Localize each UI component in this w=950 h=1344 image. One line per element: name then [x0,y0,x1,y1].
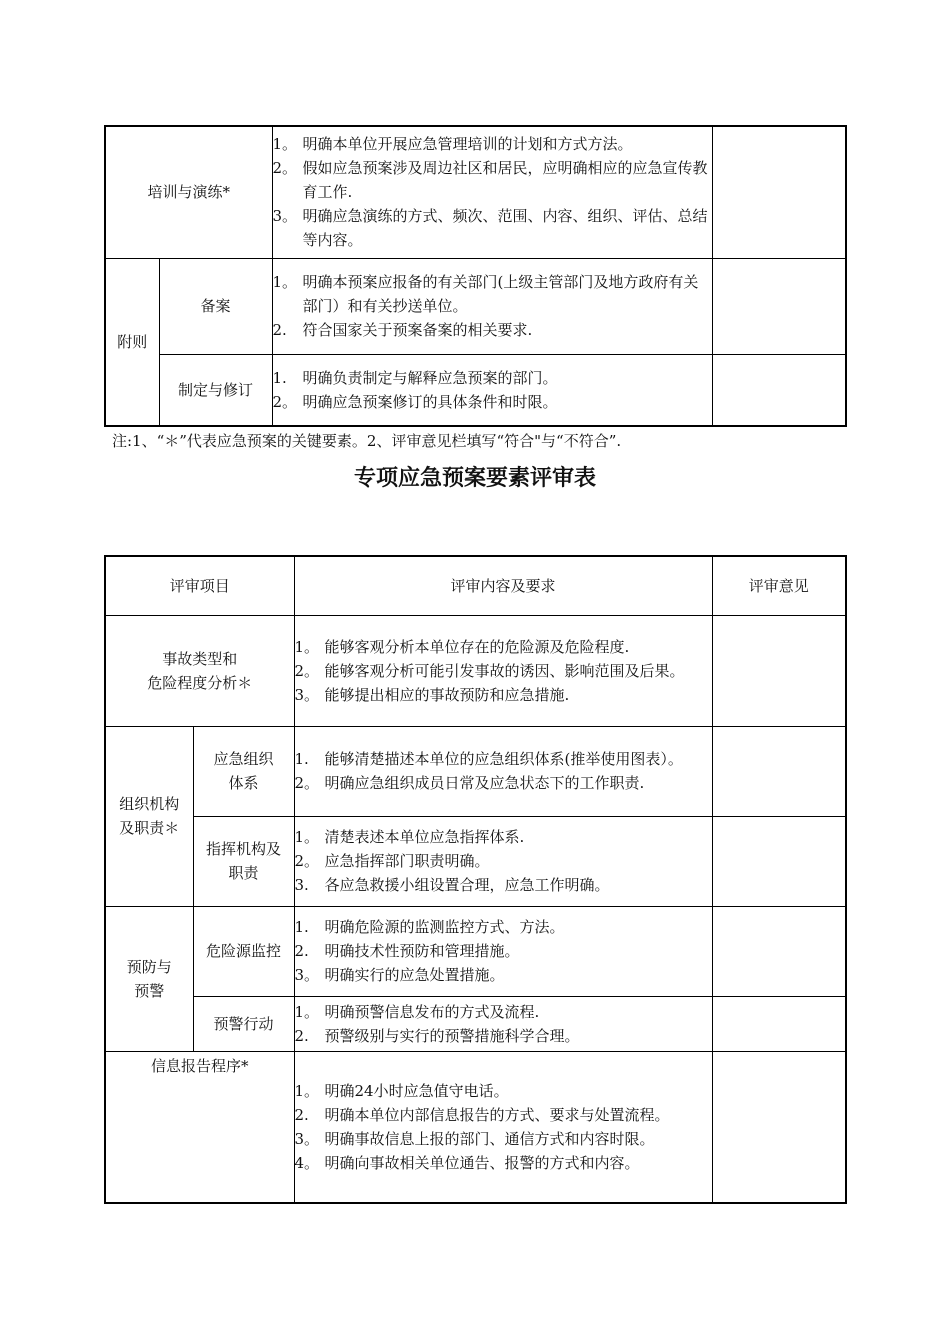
opinion-cell[interactable] [712,726,846,816]
list-item-text: 明确应急演练的方式、频次、范围、内容、组织、评估、总结等内容。 [302,207,708,250]
org-sys-content [294,726,712,816]
list-item-text: 明确本单位开展应急管理培训的计划和方式方法。 [302,135,633,154]
list-item-text: 明确负责制定与解释应急预案的部门。 [302,368,558,387]
list-item-text: 能够客观分析本单位存在的危险源及危险程度. [324,637,630,656]
list-item-text: 明确实行的应急处置措施。 [324,966,505,984]
list-item [273,156,712,204]
opinion-cell[interactable] [712,1051,846,1203]
filing-content [272,258,712,354]
list-item-text: 明确应急预案修订的具体条件和时限。 [302,392,558,411]
list-item [295,635,712,659]
list-item-text: 明确应急组织成员日常及应急状态下的工作职责. [324,774,645,792]
revise-content [272,354,712,426]
org-label: 组织机构 及职责＊ [105,726,193,906]
warning-label: 预警行动 [193,996,294,1051]
list-item-number: 3。 [272,207,298,226]
list-item-number: 1。 [272,273,298,291]
list-item-text: 能够清楚描述本单位的应急组织体系(推举使用图表）。 [324,750,683,768]
opinion-cell[interactable] [712,258,846,354]
warning-content [294,996,712,1051]
list-item-text: 明确本单位内部信息报告的方式、要求与处置流程。 [324,1105,670,1124]
list-item-number: 2。 [294,774,320,792]
list-item-number: 1。 [272,135,298,154]
general-plan-table-continued [104,125,847,427]
list-item-number: 1。 [294,1002,320,1021]
list-item-number: 3。 [294,685,320,704]
list-item [295,1079,712,1103]
list-item-text: 应急指挥部门职责明确。 [324,852,490,870]
header-row [105,556,846,615]
list-item [273,390,712,414]
filing-label: 备案 [159,258,272,354]
list-item-text: 清楚表述本单位应急指挥体系. [324,828,525,846]
list-item [295,683,712,707]
list-item-number: 2。 [294,852,320,870]
hazard-label: 危险源监控 [193,906,294,996]
opinion-cell[interactable] [712,354,846,426]
opinion-cell[interactable] [712,906,846,996]
opinion-cell[interactable] [712,615,846,726]
table-row [105,816,846,906]
list-item-number: 3。 [294,1129,320,1148]
list-item [273,132,712,156]
list-item-number: 1. [272,368,287,387]
list-item [273,204,712,252]
list-item-number: 3。 [294,966,320,984]
list-item [273,366,712,390]
list-item-number: 3. [294,876,309,894]
accident-label: 事故类型和 危险程度分析＊ [105,615,294,726]
table-row [105,615,846,726]
table-row [105,996,846,1051]
list-item-number: 1. [294,918,309,936]
list-item-number: 2. [294,1026,309,1045]
list-item-number: 2。 [272,159,298,178]
list-item-text: 能够客观分析可能引发事故的诱因、影响范围及后果。 [324,661,685,680]
list-item-text: 明确事故信息上报的部门、通信方式和内容时限。 [324,1129,655,1148]
org-sys-label: 应急组织 体系 [193,726,294,816]
list-item [295,771,712,795]
list-item-number: 4。 [294,1153,320,1172]
list-item [295,1151,712,1175]
command-label: 指挥机构及 职责 [193,816,294,906]
list-item-number: 2. [272,321,287,339]
list-item [295,849,712,873]
header-opinion: 评审意见 [712,556,846,615]
page-title: 专项应急预案要素评审表 [353,466,596,491]
table-row [105,1051,846,1203]
list-item [295,1024,712,1048]
list-item-text: 明确预警信息发布的方式及流程. [324,1002,540,1021]
opinion-cell[interactable] [712,996,846,1051]
list-item-text: 明确技术性预防和管理措施。 [324,942,520,960]
command-content [294,816,712,906]
list-item-text: 预警级别与实行的预警措施科学合理。 [324,1026,580,1045]
list-item [295,1000,712,1024]
opinion-cell[interactable] [712,126,846,258]
table-row [105,258,846,354]
list-item [295,1127,712,1151]
list-item [295,939,712,963]
list-item [273,270,712,318]
list-item [273,318,712,342]
list-item-number: 1。 [294,1081,320,1100]
list-item-text: 各应急救援小组设置合理，应急工作明确。 [324,876,610,894]
list-item [295,963,712,987]
table-row [105,906,846,996]
list-item-number: 1. [294,750,309,768]
training-content [272,126,712,258]
list-item-number: 1。 [294,637,320,656]
table-row [105,126,846,258]
list-item-text: 明确危险源的监测监控方式、方法。 [324,918,565,936]
list-item [295,825,712,849]
revise-label: 制定与修订 [159,354,272,426]
report-content [294,1051,712,1203]
accident-content [294,615,712,726]
list-item-number: 1。 [294,828,320,846]
training-label: 培训与演练* [105,126,272,258]
header-item: 评审项目 [105,556,294,615]
list-item [295,915,712,939]
list-item-text: 明确本预案应报备的有关部门(上级主管部门及地方政府有关部门）和有关抄送单位。 [302,273,699,315]
table-row [105,354,846,426]
list-item-number: 2. [294,1105,309,1124]
table-row [105,726,846,816]
list-item [295,873,712,897]
list-item-text: 符合国家关于预案备案的相关要求. [302,321,533,339]
list-item [295,659,712,683]
footnote: 注:1、“＊”代表应急预案的关键要素。2、评审意见栏填写“符合"与“不符合”. [112,432,622,450]
appendix-label: 附则 [105,258,159,426]
list-item [295,1103,712,1127]
opinion-cell[interactable] [712,816,846,906]
hazard-content [294,906,712,996]
list-item-text: 明确24小时应急值守电话。 [324,1081,509,1100]
list-item-number: 2。 [294,661,320,680]
special-plan-review-table [104,555,847,1204]
header-content: 评审内容及要求 [294,556,712,615]
list-item-number: 2。 [272,392,298,411]
list-item-text: 假如应急预案涉及周边社区和居民，应明确相应的应急宣传教育工作. [302,159,708,202]
list-item-text: 能够提出相应的事故预防和应急措施. [324,685,570,704]
list-item-number: 2. [294,942,309,960]
prevent-label: 预防与 预警 [105,906,193,1051]
list-item-text: 明确向事故相关单位通告、报警的方式和内容。 [324,1153,640,1172]
list-item [295,747,712,771]
report-label: 信息报告程序* [105,1051,294,1203]
